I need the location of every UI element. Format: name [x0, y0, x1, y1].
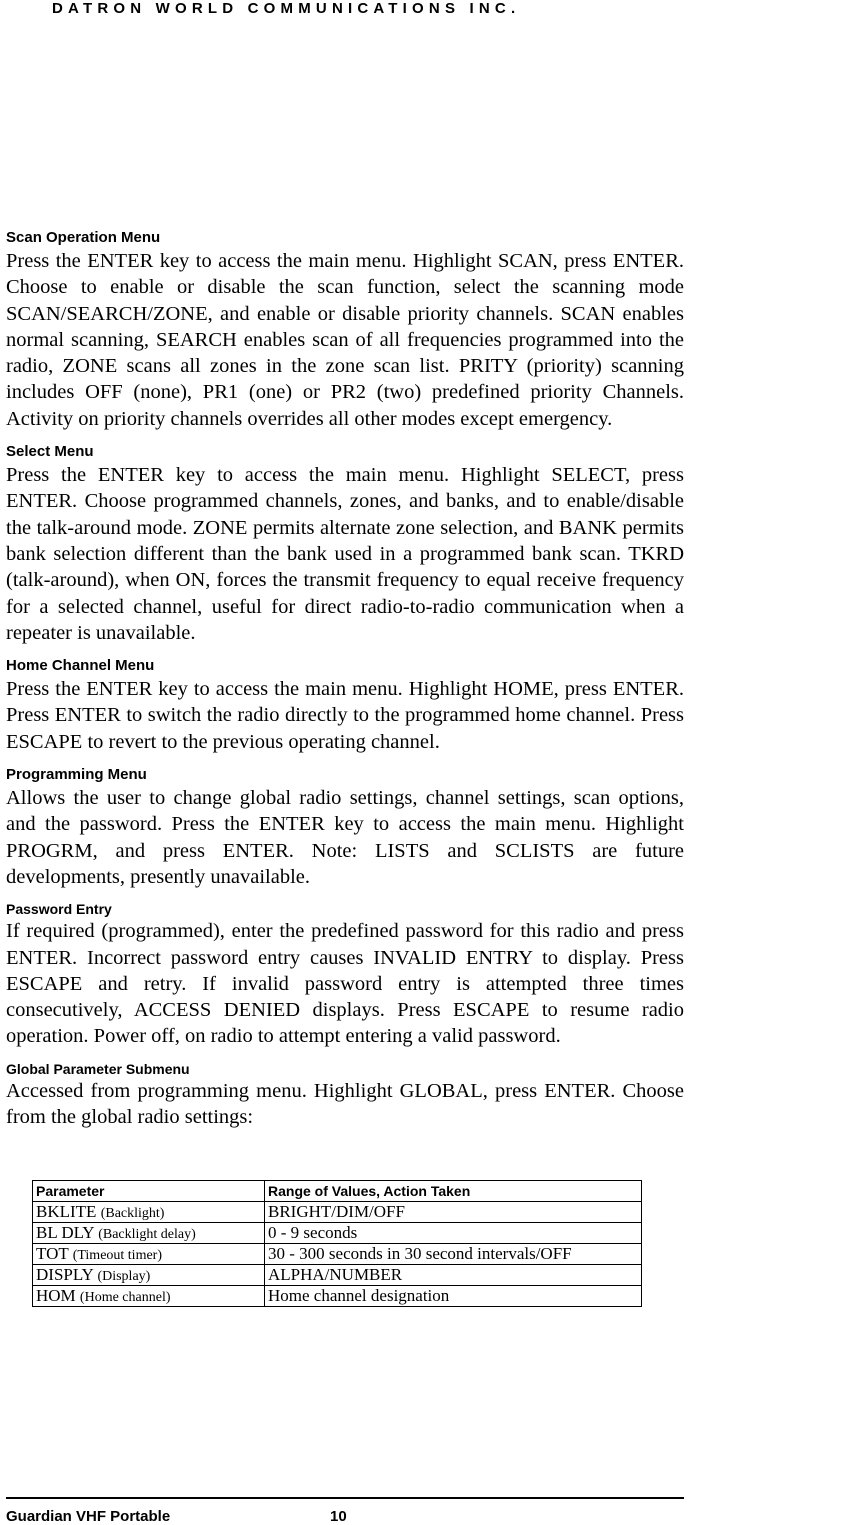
param-name: TOT — [36, 1244, 69, 1263]
section-text: If required (programmed), enter the predefined password for this radio and press ENTER. Incorrect password entry causes INVALID ENTRY to display. Press ESCAPE and retry. If invalid password entry is attempted three times consecutively, ACCESS DENIED displays. Press ESCAPE to resume radio operation. Power off, on radio to attempt entering a valid password. — [6, 920, 684, 1048]
table-header-row — [33, 1181, 642, 1202]
param-note: (Backlight) — [100, 1206, 165, 1221]
section-scan — [6, 228, 684, 432]
content-area — [6, 228, 684, 1140]
table-row — [33, 1265, 642, 1286]
section-title: Programming Menu — [6, 766, 147, 784]
section-title: Global Parameter Submenu — [6, 1060, 190, 1077]
section-title: Scan Operation Menu — [6, 229, 161, 246]
table-row — [33, 1223, 642, 1244]
company-header: DATRON WORLD COMMUNICATIONS INC. — [52, 0, 521, 17]
footer-divider — [6, 1497, 684, 1499]
table-cell-parameter — [33, 1202, 265, 1223]
param-note: (Timeout timer) — [72, 1248, 162, 1263]
table-header-cell: Parameter — [33, 1181, 265, 1202]
page-number: 10 — [330, 1508, 347, 1525]
param-name: BKLITE — [36, 1202, 97, 1221]
section-text: Accessed from programming menu. Highlight GLOBAL, press ENTER. Choose from the global radio settings: — [6, 1079, 684, 1129]
param-note: (Backlight delay) — [98, 1227, 196, 1242]
section-text: Press the ENTER key to access the main menu. Highlight SELECT, press ENTER. Choose programmed channels, zones, and banks, and to enable/disable the talk-around mode. ZONE permits alternate zone selection, and BANK permits bank selection different than the bank used in a programmed bank scan. TKRD (talk-around), when ON, forces the transmit frequency to equal receive frequency for a selected channel, useful for direct radio-to-radio communication when a repeater is unavailable. — [6, 464, 684, 644]
section-password — [6, 900, 684, 1049]
section-title: Home Channel Menu — [6, 657, 155, 675]
table-cell-parameter — [33, 1244, 265, 1265]
table-cell-value: 30 - 300 seconds in 30 second intervals/OFF — [265, 1244, 642, 1265]
param-note: (Home channel) — [79, 1290, 171, 1305]
table-cell-parameter — [33, 1265, 265, 1286]
param-name: DISPLY — [36, 1265, 94, 1284]
footer-title: Guardian VHF Portable — [6, 1508, 171, 1525]
section-programming — [6, 765, 684, 890]
param-name: HOM — [36, 1286, 76, 1305]
param-name: BL DLY — [36, 1223, 94, 1242]
section-title: Password Entry — [6, 901, 112, 918]
table-row — [33, 1202, 642, 1223]
table-cell-value: Home channel designation — [265, 1286, 642, 1307]
table-cell-parameter — [33, 1286, 265, 1307]
section-title: Select Menu — [6, 443, 94, 461]
section-global — [6, 1060, 684, 1131]
table-cell-value: ALPHA/NUMBER — [265, 1265, 642, 1286]
global-parameter-table — [32, 1180, 642, 1307]
table-cell-value: BRIGHT/DIM/OFF — [265, 1202, 642, 1223]
param-note: (Display) — [97, 1269, 151, 1284]
table-row — [33, 1286, 642, 1307]
section-text: Allows the user to change global radio settings, channel settings, scan options, and the password. Press the ENTER key to access the main menu. Highlight PROGRM, and press ENTER. Note: LISTS and SCLISTS are future developments, presently unavailable. — [6, 787, 684, 888]
table-cell-value: 0 - 9 seconds — [265, 1223, 642, 1244]
table-row — [33, 1244, 642, 1265]
table-cell-parameter — [33, 1223, 265, 1244]
section-home — [6, 656, 684, 755]
section-select — [6, 442, 684, 646]
section-text: Press the ENTER key to access the main menu. Highlight HOME, press ENTER. Press ENTER to switch the radio directly to the programmed home channel. Press ESCAPE to revert to the previous operating channel. — [6, 678, 684, 753]
section-text: Press the ENTER key to access the main menu. Highlight SCAN, press ENTER. Choose to enable or disable the scan function, select the scanning mode SCAN/SEARCH/ZONE, and enable or disable priority channels. SCAN enables normal scanning, SEARCH enables scan of all frequencies programmed into the radio, ZONE scans all zones in the zone scan list. PRITY (priority) scanning includes OFF (none), PR1 (one) or PR2 (two) predefined priority Channels. Activity on priority channels overrides all other modes except emergency. — [6, 250, 684, 430]
table-header-cell: Range of Values, Action Taken — [265, 1181, 642, 1202]
